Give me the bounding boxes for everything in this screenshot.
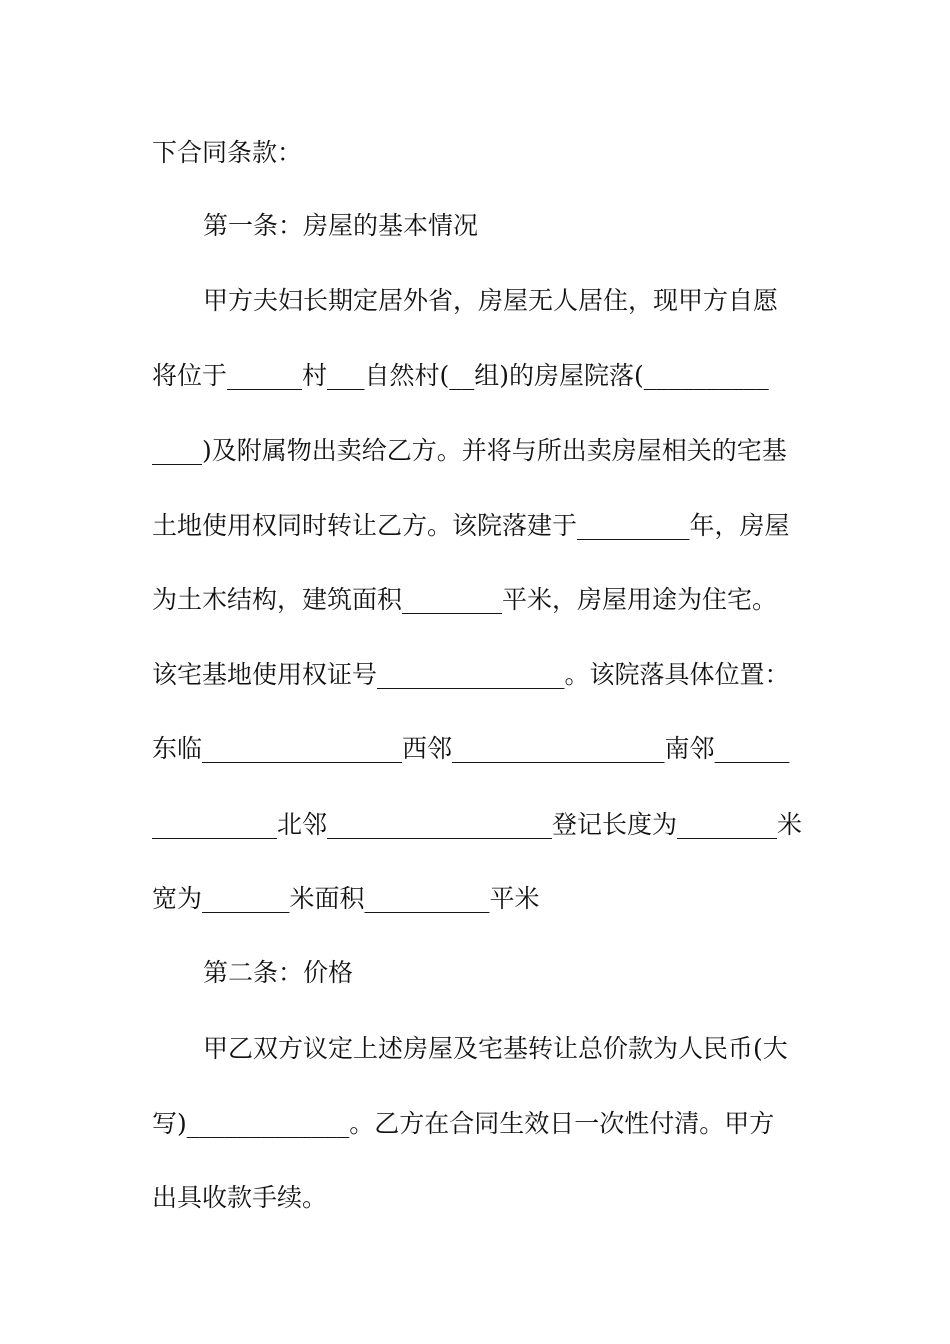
paragraph-line: 写)_____________。乙方在合同生效日一次性付清。甲方 (152, 1109, 775, 1138)
paragraph-line: 出具收款手续。 (152, 1183, 328, 1212)
paragraph-line: 为土木结构，建筑面积________平米，房屋用途为住宅。 (152, 585, 778, 614)
paragraph-line: __________北邻__________________登记长度为________米 (152, 810, 803, 839)
paragraph-line: 将位于______村___自然村(__组)的房屋院落(__________ (152, 361, 769, 390)
paragraph-line: 宽为_______米面积__________平米 (152, 884, 540, 913)
intro-line: 下合同条款： (152, 138, 303, 167)
paragraph-line: 东临________________西邻_________________南邻______ (152, 734, 790, 763)
article-1-heading: 第一条：房屋的基本情况 (203, 211, 479, 240)
article-2-heading: 第二条：价格 (203, 958, 354, 987)
paragraph-line: 甲乙双方议定上述房屋及宅基转让总价款为人民币(大 (203, 1034, 788, 1063)
paragraph-line: 甲方夫妇长期定居外省，房屋无人居住，现甲方自愿 (203, 286, 779, 315)
paragraph-line: 该宅基地使用权证号_______________。该院落具体位置： (152, 660, 790, 689)
paragraph-line: ____)及附属物出卖给乙方。并将与所出卖房屋相关的宅基 (152, 436, 787, 465)
paragraph-line: 土地使用权同时转让乙方。该院落建于_________年，房屋 (152, 511, 790, 540)
